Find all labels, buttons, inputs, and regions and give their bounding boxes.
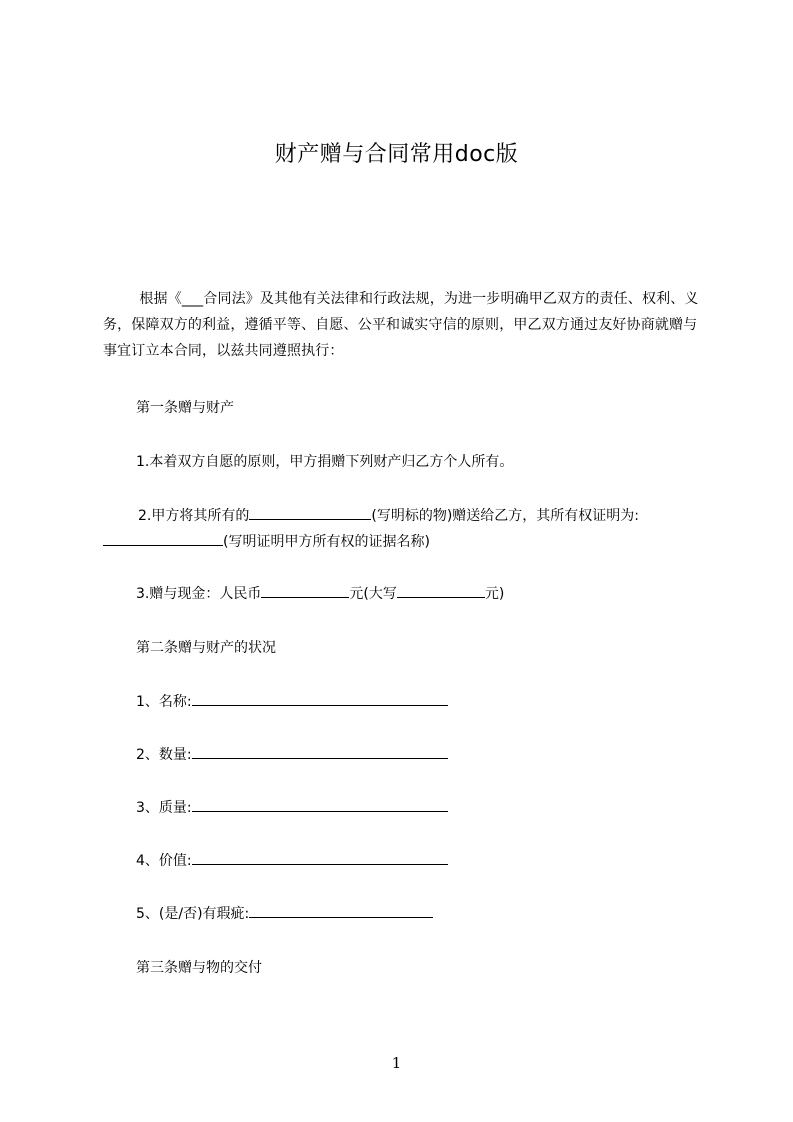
item-3-prefix: 3.赠与现金：人民币 <box>136 586 262 602</box>
article-1-item-2-line-1 <box>138 505 639 527</box>
item-2-prefix: 2.甲方将其所有的 <box>138 508 250 524</box>
field-label: 1、名称: <box>136 694 192 710</box>
article-1-heading: 第一条赠与财产 <box>136 400 234 416</box>
name-blank[interactable] <box>192 691 448 706</box>
defect-blank[interactable] <box>249 903 433 918</box>
article-1-item-2-line-2 <box>103 531 430 553</box>
article-2-heading: 第二条赠与财产的状况 <box>136 640 276 656</box>
article-1-item-3 <box>136 583 504 605</box>
item-3-mid: 元(大写 <box>349 586 397 602</box>
article-3-heading: 第三条赠与物的交付 <box>136 960 262 976</box>
quality-blank[interactable] <box>192 797 448 812</box>
ownership-proof-blank[interactable] <box>103 531 223 546</box>
item-2-mid: (写明标的物)赠送给乙方，其所有权证明为: <box>371 508 639 524</box>
subject-blank[interactable] <box>249 505 371 520</box>
field-label: 3、质量: <box>136 800 192 816</box>
field-label: 2、数量: <box>136 747 192 763</box>
item-2-suffix: (写明证明甲方所有权的证据名称) <box>223 534 430 550</box>
quantity-blank[interactable] <box>192 744 448 759</box>
cash-amount-blank[interactable] <box>261 583 349 598</box>
article-2-field-quality <box>136 797 448 819</box>
page-number: 1 <box>391 1054 402 1072</box>
document-title: 财产赠与合同常用doc版 <box>274 142 519 167</box>
article-2-field-quantity <box>136 744 448 766</box>
article-2-field-name <box>136 691 448 713</box>
field-label: 4、价值: <box>136 853 192 869</box>
item-3-suffix: 元) <box>484 586 505 602</box>
intro-paragraph: 根据《___合同法》及其他有关法律和行政法规，为进一步明确甲乙双方的责任、权利、义务，保障双方的利益，遵循平等、自愿、公平和诚实守信的原则，甲乙双方通过友好协商就赠与事宜订立本合同，以兹共同遵照执行： <box>103 291 699 359</box>
cash-amount-words-blank[interactable] <box>397 583 485 598</box>
article-2-field-defect <box>136 903 433 925</box>
article-1-item-1: 1.本着双方自愿的原则，甲方捐赠下列财产归乙方个人所有。 <box>136 454 514 470</box>
field-label: 5、(是/否)有瑕疵: <box>136 906 250 922</box>
value-blank[interactable] <box>192 850 448 865</box>
article-2-field-value <box>136 850 448 872</box>
